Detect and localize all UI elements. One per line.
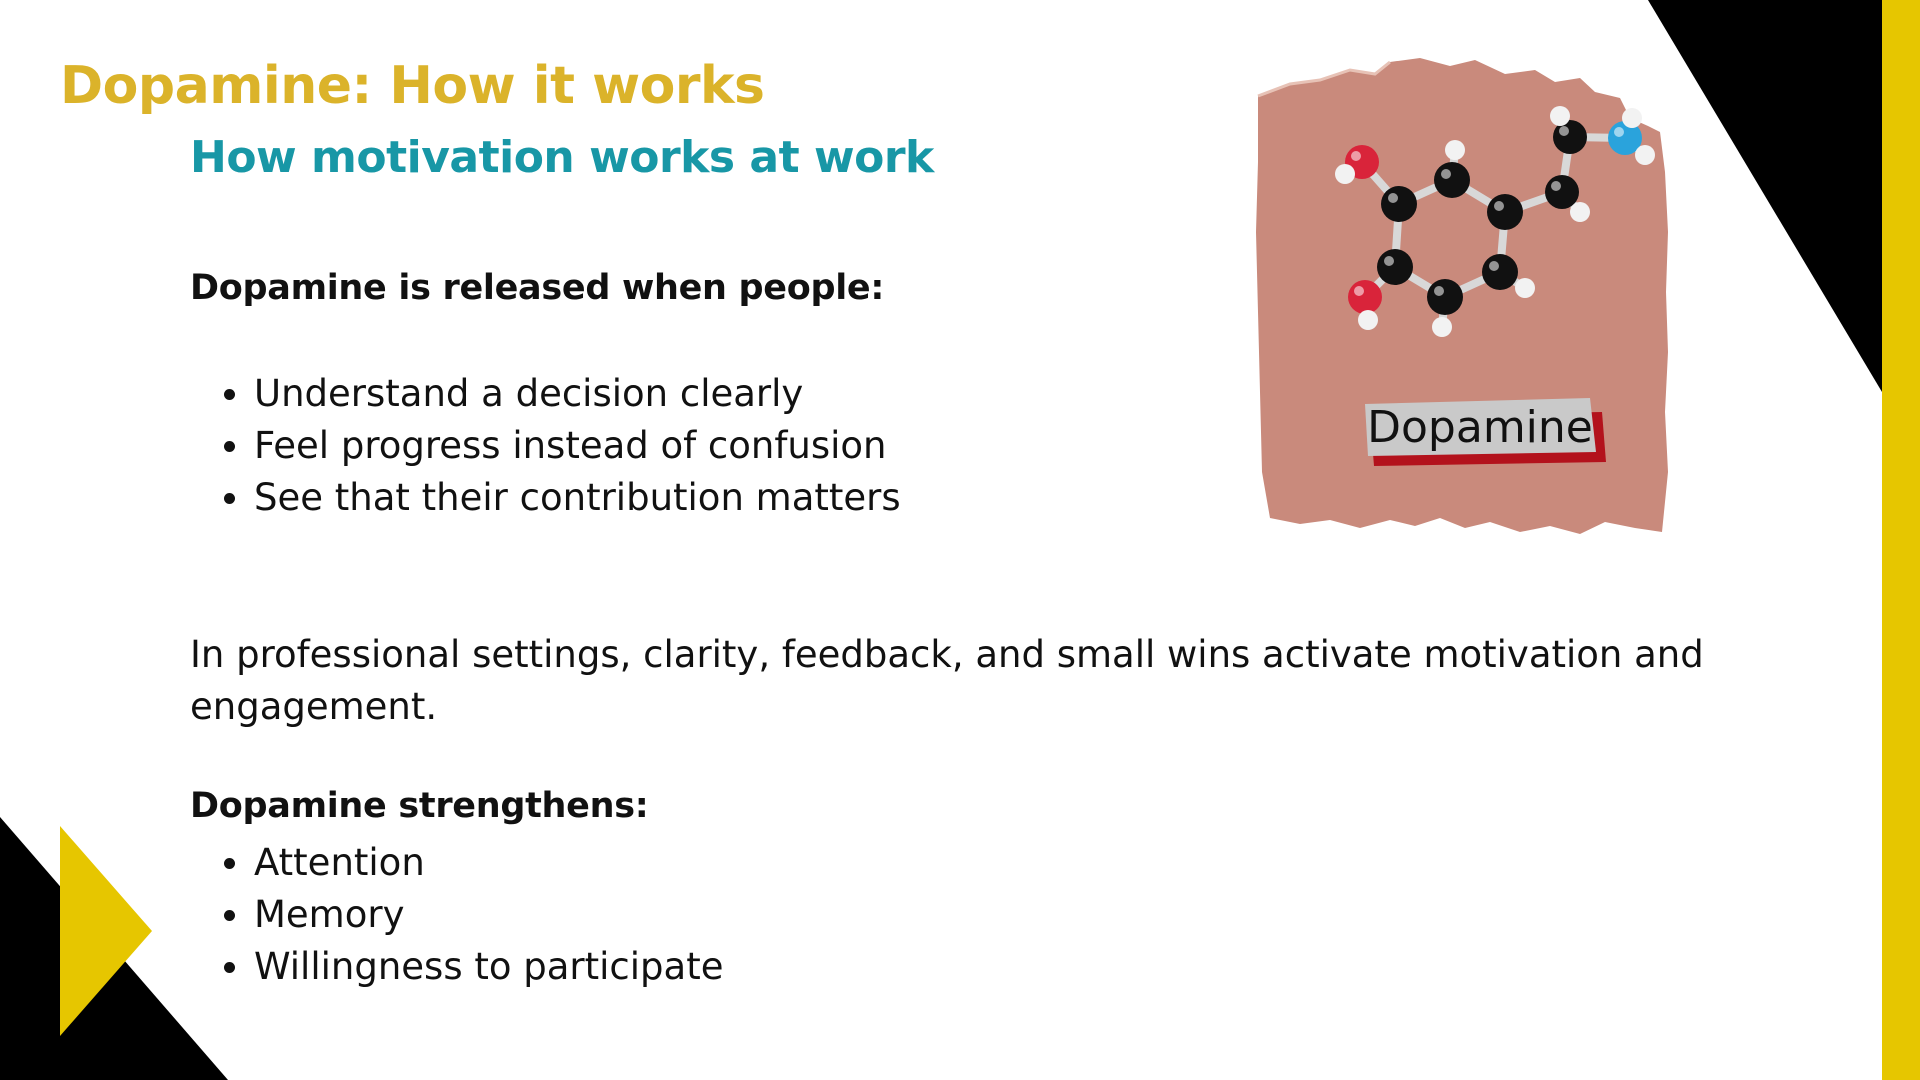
bullet-dot [224, 858, 235, 869]
bullet-dot [224, 493, 235, 504]
bullet-dot [224, 962, 235, 973]
list-item: See that their contribution matters [190, 472, 901, 524]
dopamine-molecule-image [1250, 52, 1720, 542]
list-item: Memory [190, 889, 723, 941]
bullet-dot [224, 441, 235, 452]
slide-subtitle: How motivation works at work [190, 132, 934, 183]
body-paragraph: In professional settings, clarity, feedback, and small wins activate motivation and engagement. [190, 633, 1704, 728]
list-item: Understand a decision clearly [190, 368, 901, 420]
list-item: Feel progress instead of confusion [190, 420, 901, 472]
released-heading: Dopamine is released when people: [190, 268, 885, 308]
list-item: Willingness to participate [190, 941, 723, 993]
bullet-dot [224, 389, 235, 400]
bullet-dot [224, 910, 235, 921]
slide-title: Dopamine: How it works [60, 56, 765, 116]
released-list [190, 368, 901, 524]
right-yellow-bar [1882, 0, 1920, 1080]
strengthens-list [190, 837, 723, 993]
dopamine-label: Dopamine [1367, 402, 1593, 453]
list-item: Attention [190, 837, 723, 889]
strengthens-heading: Dopamine strengthens: [190, 786, 649, 826]
